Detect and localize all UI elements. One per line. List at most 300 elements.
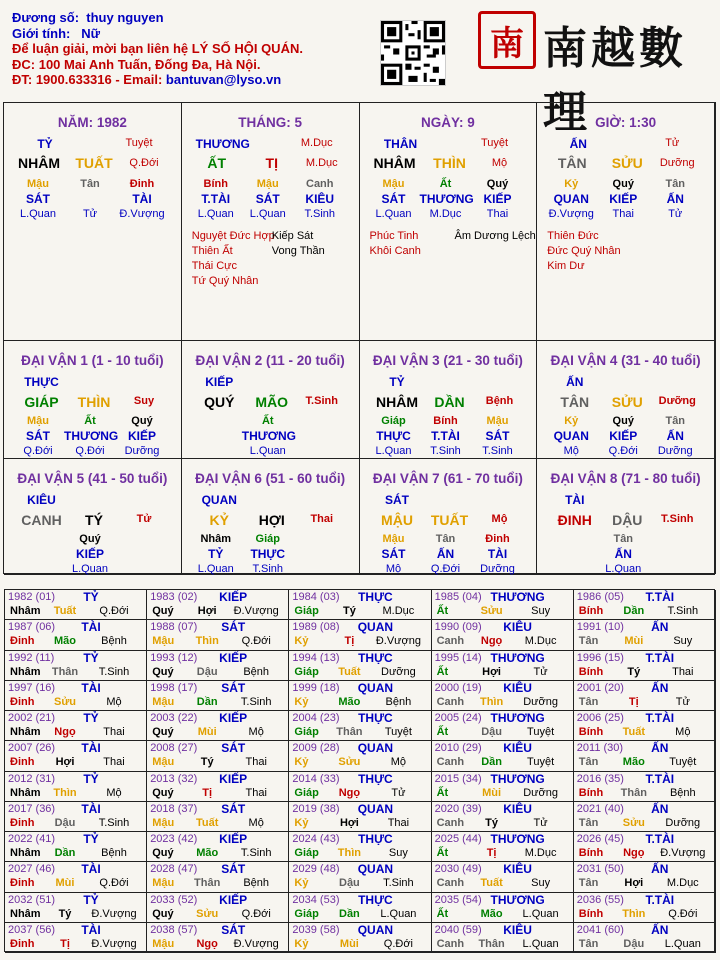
pillar-cell <box>360 103 538 341</box>
year-cell <box>432 590 574 620</box>
year-branch: Dần <box>54 847 76 859</box>
pillar-star: Đức Quý Nhân <box>547 245 621 257</box>
year-branch: Ngọ <box>480 635 503 648</box>
hidden-stage: L.Quan <box>249 445 286 457</box>
year-cell <box>574 651 716 681</box>
year-stem: Bính <box>578 786 604 799</box>
year-cell <box>5 772 147 802</box>
year-god: SÁT <box>221 922 246 937</box>
year-branch: Hợi <box>197 605 217 617</box>
year-cell <box>147 590 289 620</box>
dai-van-stem: CANH <box>21 512 62 528</box>
year-stage: T.Sinh <box>383 877 414 890</box>
year-cell <box>147 620 289 650</box>
year-branch: Sửu <box>480 605 503 617</box>
year-stem: Kỷ <box>294 635 309 648</box>
dai-van-cell <box>537 459 715 575</box>
year-label: 2004 (23) <box>292 712 340 724</box>
year-stem: Ất <box>436 847 449 859</box>
year-branch: Dần <box>481 756 502 769</box>
year-cell <box>289 681 431 711</box>
dai-van-relation: Mộ <box>491 513 508 525</box>
year-stem: Bính <box>578 726 604 738</box>
year-branch: Mão <box>480 907 503 920</box>
year-stage: Dưỡng <box>523 695 558 708</box>
pillar-stem: ẤT <box>207 155 227 171</box>
year-branch: Dần <box>196 695 218 708</box>
pillar-star: Âm Dương Lệch <box>454 230 536 242</box>
hidden-stem: Ất <box>261 415 274 427</box>
year-stem: Tân <box>578 695 599 708</box>
dai-van-title: ĐẠI VẬN 7 (61 - 70 tuổi) <box>372 471 523 486</box>
year-branch: Mùi <box>624 635 644 648</box>
year-branch: Dậu <box>54 816 76 829</box>
hidden-stage: Q.Đới <box>23 445 53 457</box>
year-stem: Canh <box>436 816 465 829</box>
hidden-stage: L.Quan <box>19 208 57 220</box>
annual-luck-table <box>4 589 715 952</box>
year-god: THƯƠNG <box>490 711 545 725</box>
year-branch: Tuất <box>53 605 77 617</box>
year-stem: Quý <box>152 665 174 678</box>
hidden-stage: L.Quan <box>375 445 412 457</box>
year-cell <box>147 651 289 681</box>
pillar-title: THÁNG: 5 <box>238 115 302 130</box>
hidden-god: THƯƠNG <box>419 192 474 206</box>
year-god: T.TÀI <box>645 771 675 786</box>
year-branch: Sửu <box>622 816 645 829</box>
year-stem: Bính <box>578 907 604 920</box>
seal-icon: 南 <box>478 11 536 69</box>
pillar-star: Khôi Canh <box>369 245 421 257</box>
qr-code-icon <box>380 20 446 86</box>
year-branch: Ngọ <box>623 847 645 859</box>
dai-van-god: KIÊU <box>27 493 56 507</box>
dai-van-title: ĐẠI VẬN 5 (41 - 50 tuổi) <box>17 471 168 486</box>
year-branch: Ngọ <box>54 726 76 738</box>
pillar-relation: Mộ <box>491 157 508 169</box>
year-stage: Q.Đới <box>99 877 129 890</box>
hidden-god: KIẾP <box>483 192 512 206</box>
year-label: 2009 (28) <box>292 742 340 755</box>
year-cell <box>432 772 574 802</box>
year-cell <box>5 681 147 711</box>
year-label: 2022 (41) <box>8 833 56 845</box>
year-label: 2005 (24) <box>434 712 482 724</box>
dai-van-title: ĐẠI VẬN 4 (31 - 40 tuổi) <box>550 353 701 368</box>
year-branch: Thìn <box>337 847 361 859</box>
year-stage: Mộ <box>390 756 407 769</box>
year-stem: Tân <box>578 816 599 829</box>
year-cell <box>574 862 716 892</box>
year-stem: Giáp <box>294 786 319 799</box>
year-label: 2037 (56) <box>8 923 56 936</box>
pillar-branch: THÌN <box>433 155 466 171</box>
year-label: 2031 (50) <box>576 863 624 876</box>
year-branch: Dậu <box>339 877 360 890</box>
year-label: 1993 (12) <box>150 651 198 664</box>
hidden-stem: Bính <box>203 178 228 190</box>
hidden-stem: Mậu <box>382 178 405 190</box>
hidden-stage: Dưỡng <box>480 563 515 575</box>
year-cell <box>432 741 574 771</box>
year-branch: Dần <box>339 907 360 920</box>
year-stage: Đ.Vượng <box>660 847 706 859</box>
year-stem: Ất <box>436 605 449 617</box>
hidden-god: KIÊU <box>305 192 335 206</box>
year-label: 1998 (17) <box>150 681 198 694</box>
year-cell <box>147 741 289 771</box>
year-label: 2006 (25) <box>576 712 624 724</box>
year-cell <box>5 620 147 650</box>
year-cell <box>5 590 147 620</box>
year-branch: Hợi <box>624 877 644 890</box>
dai-van-branch: THÌN <box>77 394 111 410</box>
year-branch: Dậu <box>623 937 645 950</box>
year-stem: Mậu <box>152 756 175 769</box>
year-god: QUAN <box>357 741 394 756</box>
year-stem: Đinh <box>10 695 35 708</box>
year-god: TÀI <box>81 922 101 937</box>
hidden-god: KIẾP <box>609 429 638 443</box>
pillar-star: Thái Cực <box>191 260 238 272</box>
pillar-title: NGÀY: 9 <box>420 115 475 130</box>
year-label: 2036 (55) <box>576 893 624 906</box>
year-stem: Mậu <box>152 937 175 950</box>
year-branch: Hợi <box>339 816 359 829</box>
hidden-stage: Đ.Vượng <box>548 208 594 220</box>
hidden-stage: T.Sinh <box>252 563 284 575</box>
year-stem: Kỷ <box>294 877 309 890</box>
hidden-god: TÀI <box>487 547 508 561</box>
hidden-god: SÁT <box>255 192 280 206</box>
pillar-stem: TÂN <box>557 155 587 171</box>
year-branch: Dần <box>623 605 645 617</box>
hidden-stage: Thai <box>612 208 634 220</box>
year-cell <box>147 772 289 802</box>
year-cell <box>574 893 716 923</box>
year-stem: Giáp <box>294 665 319 678</box>
hidden-god: T.TÀI <box>431 429 460 443</box>
pillar-relation: Q.Đới <box>129 157 159 169</box>
year-god: ẤN <box>651 862 669 877</box>
year-stage: M.Dục <box>524 847 557 859</box>
dai-van-god: ẤN <box>566 375 584 389</box>
year-label: 2025 (44) <box>434 833 482 845</box>
hidden-god: KIẾP <box>75 547 104 561</box>
year-label: 1988 (07) <box>150 621 198 634</box>
hidden-stage: Tử <box>668 208 683 220</box>
hidden-stem: Mậu <box>27 415 49 427</box>
year-label: 2010 (29) <box>434 742 482 755</box>
year-cell <box>289 893 431 923</box>
year-label: 1990 (09) <box>434 621 482 634</box>
hidden-god: THỰC <box>376 429 411 443</box>
hidden-god: ẤN <box>666 429 684 443</box>
hidden-god: SÁT <box>26 429 50 443</box>
year-label: 2021 (40) <box>576 802 624 815</box>
year-stem: Quý <box>152 726 174 738</box>
hidden-stem: Bính <box>433 415 458 427</box>
year-cell <box>289 802 431 832</box>
year-stem: Quý <box>152 847 174 859</box>
year-stem: Nhâm <box>10 847 41 859</box>
year-stem: Đinh <box>10 877 35 890</box>
phone-text: ĐT: 1900.633316 - Email: <box>12 72 166 87</box>
name-label: Đương số: <box>12 10 80 25</box>
year-stage: T.Sinh <box>240 695 272 708</box>
hidden-stage: L.Quan <box>605 563 642 575</box>
hidden-stage: Mộ <box>563 445 579 457</box>
year-stage: L.Quan <box>522 937 559 950</box>
year-stem: Tân <box>578 937 599 950</box>
hidden-stem: Kỷ <box>564 178 579 190</box>
year-cell <box>147 893 289 923</box>
year-branch: Mùi <box>482 786 502 799</box>
address-line: ĐC: 100 Mai Anh Tuấn, Đống Đa, Hà Nội. <box>12 56 261 72</box>
year-label: 2035 (54) <box>434 893 482 906</box>
hidden-stage: L.Quan <box>197 563 234 575</box>
year-label: 2013 (32) <box>150 772 198 785</box>
year-god: TÀI <box>81 862 101 877</box>
year-label: 1989 (08) <box>292 621 340 634</box>
year-branch: Tuất <box>480 877 503 890</box>
dai-van-relation: Dưỡng <box>658 395 696 407</box>
year-label: 1986 (05) <box>576 591 624 603</box>
pillar-star: Phúc Tinh <box>369 230 419 242</box>
year-branch: Thìn <box>195 635 219 648</box>
year-stem: Giáp <box>294 726 319 738</box>
pillar-cell <box>182 103 360 341</box>
hidden-stage: Q.Đới <box>75 445 105 457</box>
dai-van-title: ĐẠI VẬN 1 (1 - 10 tuổi) <box>21 353 164 368</box>
pillar-life-stage: Tuyệt <box>480 137 509 149</box>
year-cell <box>432 802 574 832</box>
year-label: 2007 (26) <box>8 742 56 755</box>
year-label: 2033 (52) <box>150 893 198 906</box>
year-branch: Tý <box>342 605 356 617</box>
year-stage: Tử <box>391 786 406 799</box>
hidden-stage: Dưỡng <box>124 445 160 457</box>
gender-value: Nữ <box>81 25 100 41</box>
hidden-god: T.TÀI <box>201 192 231 206</box>
pillar-star: Tứ Quý Nhân <box>191 275 259 287</box>
year-god: TỶ <box>83 711 99 725</box>
hidden-stem: Tân <box>665 178 686 190</box>
year-label: 2014 (33) <box>292 772 340 785</box>
year-god: T.TÀI <box>645 711 675 725</box>
year-stage: Tuyệt <box>527 756 555 769</box>
year-stem: Bính <box>578 665 604 678</box>
hidden-god: TỶ <box>208 547 224 561</box>
year-god: ẤN <box>651 922 669 937</box>
year-cell <box>432 681 574 711</box>
pillar-relation: Dưỡng <box>659 157 695 169</box>
hidden-god: ẤN <box>436 547 455 561</box>
year-branch: Hợi <box>55 756 75 769</box>
pillar-god: TỶ <box>37 137 53 151</box>
year-label: 2000 (19) <box>434 681 482 694</box>
dai-van-stem: ĐINH <box>557 512 592 528</box>
year-label: 2038 (57) <box>150 923 198 936</box>
year-stage: Bệnh <box>101 635 127 648</box>
pillar-title: GIỜ: 1:30 <box>595 115 657 130</box>
year-god: THỰC <box>358 771 393 786</box>
dai-van-cell <box>4 341 182 459</box>
year-branch: Thân <box>194 877 221 890</box>
dai-van-title: ĐẠI VẬN 6 (51 - 60 tuổi) <box>195 471 346 486</box>
year-cell <box>574 832 716 862</box>
year-stem: Quý <box>152 605 174 617</box>
year-label: 1985 (04) <box>434 591 482 603</box>
year-cell <box>432 832 574 862</box>
pillar-title: NĂM: 1982 <box>57 115 127 130</box>
year-god: T.TÀI <box>645 892 675 907</box>
dai-van-stem: GIÁP <box>24 394 59 410</box>
year-stage: Thai <box>245 786 267 799</box>
year-stage: L.Quan <box>380 907 417 920</box>
year-label: 1983 (02) <box>150 591 198 603</box>
hidden-stem: Tân <box>435 533 456 545</box>
year-god: SÁT <box>221 620 246 635</box>
hidden-stage: Mộ <box>385 563 402 575</box>
year-stage: Đ.Vượng <box>91 937 137 950</box>
year-stem: Giáp <box>294 907 319 920</box>
year-god: THỰC <box>358 711 393 725</box>
year-stage: Thai <box>245 756 267 769</box>
dai-van-cell <box>537 341 715 459</box>
year-stem: Đinh <box>10 635 35 648</box>
hidden-god: KIẾP <box>609 192 638 206</box>
year-label: 2008 (27) <box>150 742 198 755</box>
dai-van-relation: Tử <box>136 513 152 525</box>
year-god: KIẾP <box>219 892 248 907</box>
pillar-star: Thiên Ất <box>191 245 233 257</box>
year-stem: Ất <box>436 786 449 799</box>
hidden-stem: Quý <box>79 533 101 545</box>
year-stage: Thai <box>103 756 125 769</box>
year-god: ẤN <box>651 620 669 635</box>
chart-grid <box>3 102 716 574</box>
hidden-stem: Quý <box>612 178 634 190</box>
dai-van-cell <box>182 341 360 459</box>
year-cell <box>289 862 431 892</box>
year-label: 1997 (16) <box>8 681 56 694</box>
year-god: THƯƠNG <box>490 892 545 907</box>
year-cell <box>147 711 289 741</box>
year-label: 2003 (22) <box>150 712 198 724</box>
year-stage: Suy <box>531 605 551 617</box>
year-stage: Q.Đới <box>668 907 698 920</box>
year-stem: Mậu <box>152 877 175 890</box>
year-label: 2040 (59) <box>434 923 482 936</box>
year-stem: Nhâm <box>10 665 41 678</box>
year-label: 2029 (48) <box>292 863 340 876</box>
year-stage: Bệnh <box>243 877 270 890</box>
hidden-stage: Q.Đới <box>430 563 461 575</box>
year-god: TỶ <box>83 892 99 907</box>
hidden-god: THƯƠNG <box>241 429 296 443</box>
dai-van-relation: Bệnh <box>485 395 514 407</box>
year-branch: Tý <box>485 816 499 829</box>
year-cell <box>574 711 716 741</box>
year-stage: Bệnh <box>101 847 127 859</box>
dai-van-cell <box>4 459 182 575</box>
year-cell <box>289 620 431 650</box>
hidden-stem: Quý <box>131 415 153 427</box>
hidden-stem: Quý <box>486 178 509 190</box>
pillar-branch: SỬU <box>611 155 643 171</box>
year-stem: Tân <box>578 877 599 890</box>
hidden-stage: L.Quan <box>197 208 234 220</box>
hidden-stage: Tử <box>82 208 98 220</box>
year-stem: Giáp <box>294 847 319 859</box>
year-stem: Giáp <box>294 605 319 617</box>
year-stage: Bệnh <box>385 695 412 708</box>
year-label: 1995 (14) <box>434 651 482 664</box>
email-link[interactable]: bantuvan@lyso.vn <box>165 72 282 87</box>
year-stem: Canh <box>436 877 465 890</box>
year-god: QUAN <box>357 862 394 877</box>
hidden-stage: Đ.Vượng <box>119 208 165 220</box>
year-label: 2023 (42) <box>150 833 198 845</box>
year-label: 1982 (01) <box>8 591 56 603</box>
hidden-stage: Dưỡng <box>657 445 693 457</box>
year-cell <box>574 590 716 620</box>
dai-van-stem: NHÂM <box>376 394 418 410</box>
year-stage: Tử <box>675 695 690 708</box>
hidden-stage: Thai <box>486 208 509 220</box>
hidden-stage: Q.Đới <box>608 445 638 457</box>
year-label: 1987 (06) <box>8 621 56 634</box>
year-god: QUAN <box>357 801 394 816</box>
year-god: THỰC <box>358 650 393 665</box>
year-branch: Tuất <box>338 665 361 678</box>
year-label: 1991 (10) <box>576 621 624 634</box>
year-cell <box>574 772 716 802</box>
year-god: THỰC <box>358 832 393 846</box>
year-god: TỶ <box>83 650 99 665</box>
year-cell <box>289 651 431 681</box>
dai-van-god: THỰC <box>24 375 59 389</box>
year-stage: L.Quan <box>522 907 559 920</box>
pillar-life-stage: M.Dục <box>300 137 333 149</box>
year-stage: Mộ <box>675 726 691 738</box>
year-stage: Suy <box>388 847 408 859</box>
hidden-stem: Nhâm <box>200 533 232 545</box>
year-god: QUAN <box>357 620 394 635</box>
dai-van-branch: TUẤT <box>430 512 469 528</box>
year-cell <box>432 620 574 650</box>
year-stem: Ất <box>436 726 449 738</box>
dai-van-cell <box>182 459 360 575</box>
year-cell <box>432 893 574 923</box>
dai-van-god: SÁT <box>385 493 409 507</box>
hidden-god: THỰC <box>250 547 286 561</box>
year-stage: Tuyệt <box>527 726 555 738</box>
year-stem: Mậu <box>152 635 175 648</box>
year-stem: Canh <box>436 937 465 950</box>
year-god: QUAN <box>357 922 394 937</box>
year-god: KIẾP <box>219 650 248 665</box>
year-god: SÁT <box>221 801 246 816</box>
hidden-stem: Tân <box>665 415 686 427</box>
year-god: TÀI <box>81 741 101 756</box>
year-stem: Mậu <box>152 695 175 708</box>
dai-van-relation: Thai <box>310 513 334 525</box>
year-label: 2024 (43) <box>292 833 340 845</box>
year-god: THỰC <box>358 892 393 907</box>
